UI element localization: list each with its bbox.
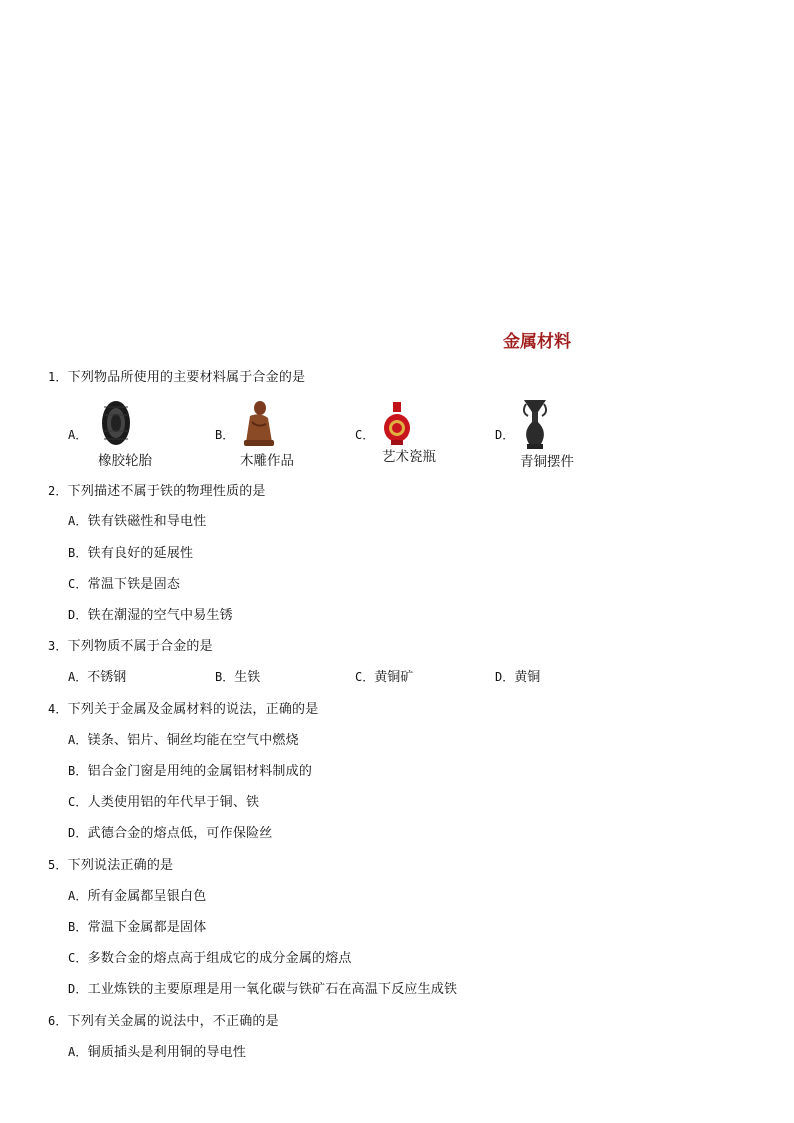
q6-option-a: A．铜质插头是利用铜的导电性 bbox=[68, 1045, 247, 1060]
q5-option-c: C．多数合金的熔点高于组成它的成分金属的熔点 bbox=[68, 951, 352, 966]
wood-carving-icon bbox=[240, 400, 278, 448]
page-title: 金属材料 bbox=[503, 332, 571, 352]
question-2: 2．下列描述不属于铁的物理性质的是 bbox=[48, 484, 266, 499]
q4-option-b: B．铝合金门窗是用纯的金属铝材料制成的 bbox=[68, 764, 313, 779]
q5-option-d: D．工业炼铁的主要原理是用一氧化碳与铁矿石在高温下反应生成铁 bbox=[68, 982, 458, 997]
q2-option-c: C．常温下铁是固态 bbox=[68, 577, 181, 592]
question-3: 3．下列物质不属于合金的是 bbox=[48, 639, 213, 654]
q2-option-d: D．铁在潮湿的空气中易生锈 bbox=[68, 608, 233, 623]
q3-option-c: C．黄铜矿 bbox=[355, 670, 414, 685]
q3-option-a: A．不锈钢 bbox=[68, 670, 127, 685]
q1-option-b-caption: 木雕作品 bbox=[240, 453, 294, 469]
q4-option-a: A．镁条、铝片、铜丝均能在空气中燃烧 bbox=[68, 733, 299, 748]
q1-option-d-label: D． bbox=[495, 428, 515, 442]
tire-icon bbox=[100, 399, 132, 447]
q4-option-c: C．人类使用铝的年代早于铜、铁 bbox=[68, 795, 260, 810]
q1-option-d-caption: 青铜摆件 bbox=[520, 454, 574, 470]
q5-option-a: A．所有金属都呈银白色 bbox=[68, 889, 207, 904]
q3-option-d: D．黄铜 bbox=[495, 670, 541, 685]
q5-option-b: B．常温下金属都是固体 bbox=[68, 920, 207, 935]
q2-option-a: A．铁有铁磁性和导电性 bbox=[68, 514, 207, 529]
q4-option-d: D．武德合金的熔点低，可作保险丝 bbox=[68, 826, 273, 841]
question-1: 1．下列物品所使用的主要材料属于合金的是 bbox=[48, 370, 306, 385]
q1-option-a-caption: 橡胶轮胎 bbox=[98, 453, 152, 469]
question-5: 5．下列说法正确的是 bbox=[48, 858, 174, 873]
bronze-vase-icon bbox=[520, 398, 550, 450]
q1-option-b-label: B． bbox=[215, 428, 235, 442]
q1-option-c-label: C． bbox=[355, 428, 375, 442]
q1-option-a-label: A． bbox=[68, 428, 88, 442]
porcelain-vase-icon bbox=[382, 402, 412, 446]
question-6: 6．下列有关金属的说法中，不正确的是 bbox=[48, 1014, 279, 1029]
q3-option-b: B．生铁 bbox=[215, 670, 261, 685]
question-4: 4．下列关于金属及金属材料的说法，正确的是 bbox=[48, 702, 319, 717]
q2-option-b: B．铁有良好的延展性 bbox=[68, 546, 194, 561]
q1-option-c-caption: 艺术瓷瓶 bbox=[382, 449, 436, 465]
